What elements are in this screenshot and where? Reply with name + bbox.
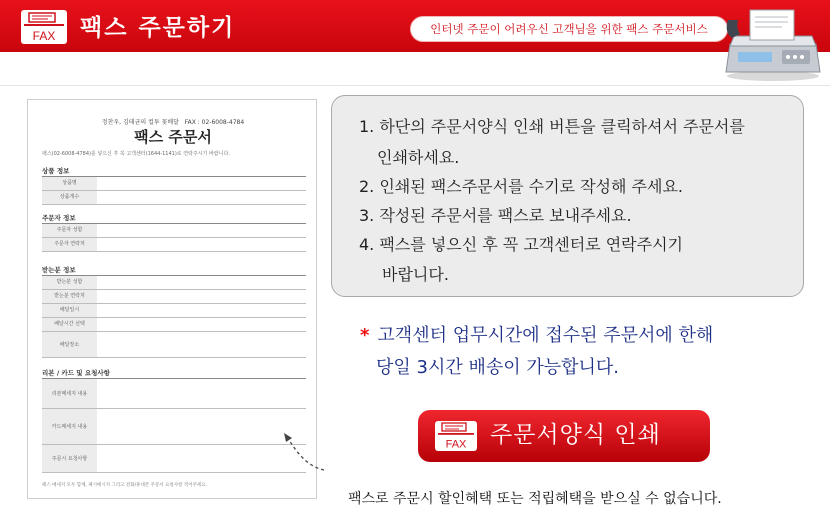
header-bar [0,0,830,52]
instruction-line: 4. 팩스를 넣으신 후 꼭 고객센터로 연락주시기 [359,235,683,254]
form-row [42,177,306,191]
pointer-arrow-icon [280,430,328,475]
form-row [42,332,306,358]
fax-icon [434,420,478,452]
form-row-label: 배달일시 [42,304,97,317]
print-button-label: 주문서양식 인쇄 [490,422,661,448]
page-title: 팩스 주문하기 [80,15,236,41]
form-subtitle: 정찬우, 김태균의 컬투 꽃배달 [101,119,179,126]
service-tagline-badge: 인터넷 주문이 어려우신 고객님을 위한 팩스 주문서비스 [410,16,728,42]
fax-logo-text: FAX [32,29,56,43]
instruction-line: 바랍니다. [382,265,449,284]
notice-asterisk: * [360,325,370,346]
form-note: 팩스(02-6008-4784)를 넣으신 후 꼭 고객센터(1644-1141)로 연락주시기 바랍니다. [42,151,230,157]
form-row [42,238,306,252]
instruction-line: 2. 인쇄된 팩스주문서를 수기로 작성해 주세요. [359,177,683,196]
fax-logo-icon [20,9,68,45]
delivery-notice [360,320,713,384]
form-footer: 팩스 메세지 모두 함께, 팩시메시지 그리고 전화/휴대폰 주문서 요청사항 적어주세요. [42,483,208,488]
notice-line-1: 고객센터 업무시간에 접수된 주문서에 한해 [377,325,714,346]
instruction-line: 1. 하단의 주문서양식 인쇄 버튼을 클릭하셔서 주문서를 [359,117,745,136]
form-title: 팩스 주문서 [134,128,212,146]
form-row [42,379,306,409]
form-section-orderer: 주문자 정보 [42,214,76,222]
form-row [42,290,306,304]
form-section-receiver: 받는분 정보 [42,266,76,274]
form-row-label: 배달장소 [42,332,97,357]
form-row [42,318,306,332]
form-row [42,224,306,238]
form-row-label: 상품개수 [42,191,97,204]
form-row-label: 카드메세지 내용 [42,409,97,444]
form-row [42,191,306,205]
discount-disclaimer: 팩스로 주문시 할인혜택 또는 적립혜택을 받으실 수 없습니다. [348,491,722,507]
form-row-label: 리본메세지 내용 [42,379,97,408]
fax-icon-text: FAX [445,438,467,451]
instruction-line: 3. 작성된 주문서를 팩스로 보내주세요. [359,206,632,225]
form-row [42,409,306,445]
header-divider [0,85,830,86]
form-row-label: 주문자 연락처 [42,238,97,251]
form-row-label: 상품명 [42,177,97,190]
instruction-line: 인쇄하세요. [377,148,460,167]
form-row [42,445,306,473]
form-section-ribbon: 리본 / 카드 및 요청사항 [42,369,110,377]
notice-line-2: 당일 3시간 배송이 가능합니다. [376,357,619,378]
form-row-label: 받는분 연락처 [42,290,97,303]
form-section-product: 상품 정보 [42,167,70,175]
fax-machine-icon [720,6,826,82]
form-row [42,304,306,318]
form-fax-number: FAX : 02-6008-4784 [184,119,245,126]
form-row-label: 받는분 성함 [42,276,97,289]
form-row-label: 주문자 성함 [42,224,97,237]
form-row-label: 주문시 요청사항 [42,445,97,472]
form-row-label: 배달시간 선택 [42,318,97,331]
form-row [42,276,306,290]
print-order-form-button[interactable] [418,410,710,462]
instructions-box [331,95,804,297]
fax-order-form-preview [27,99,317,499]
